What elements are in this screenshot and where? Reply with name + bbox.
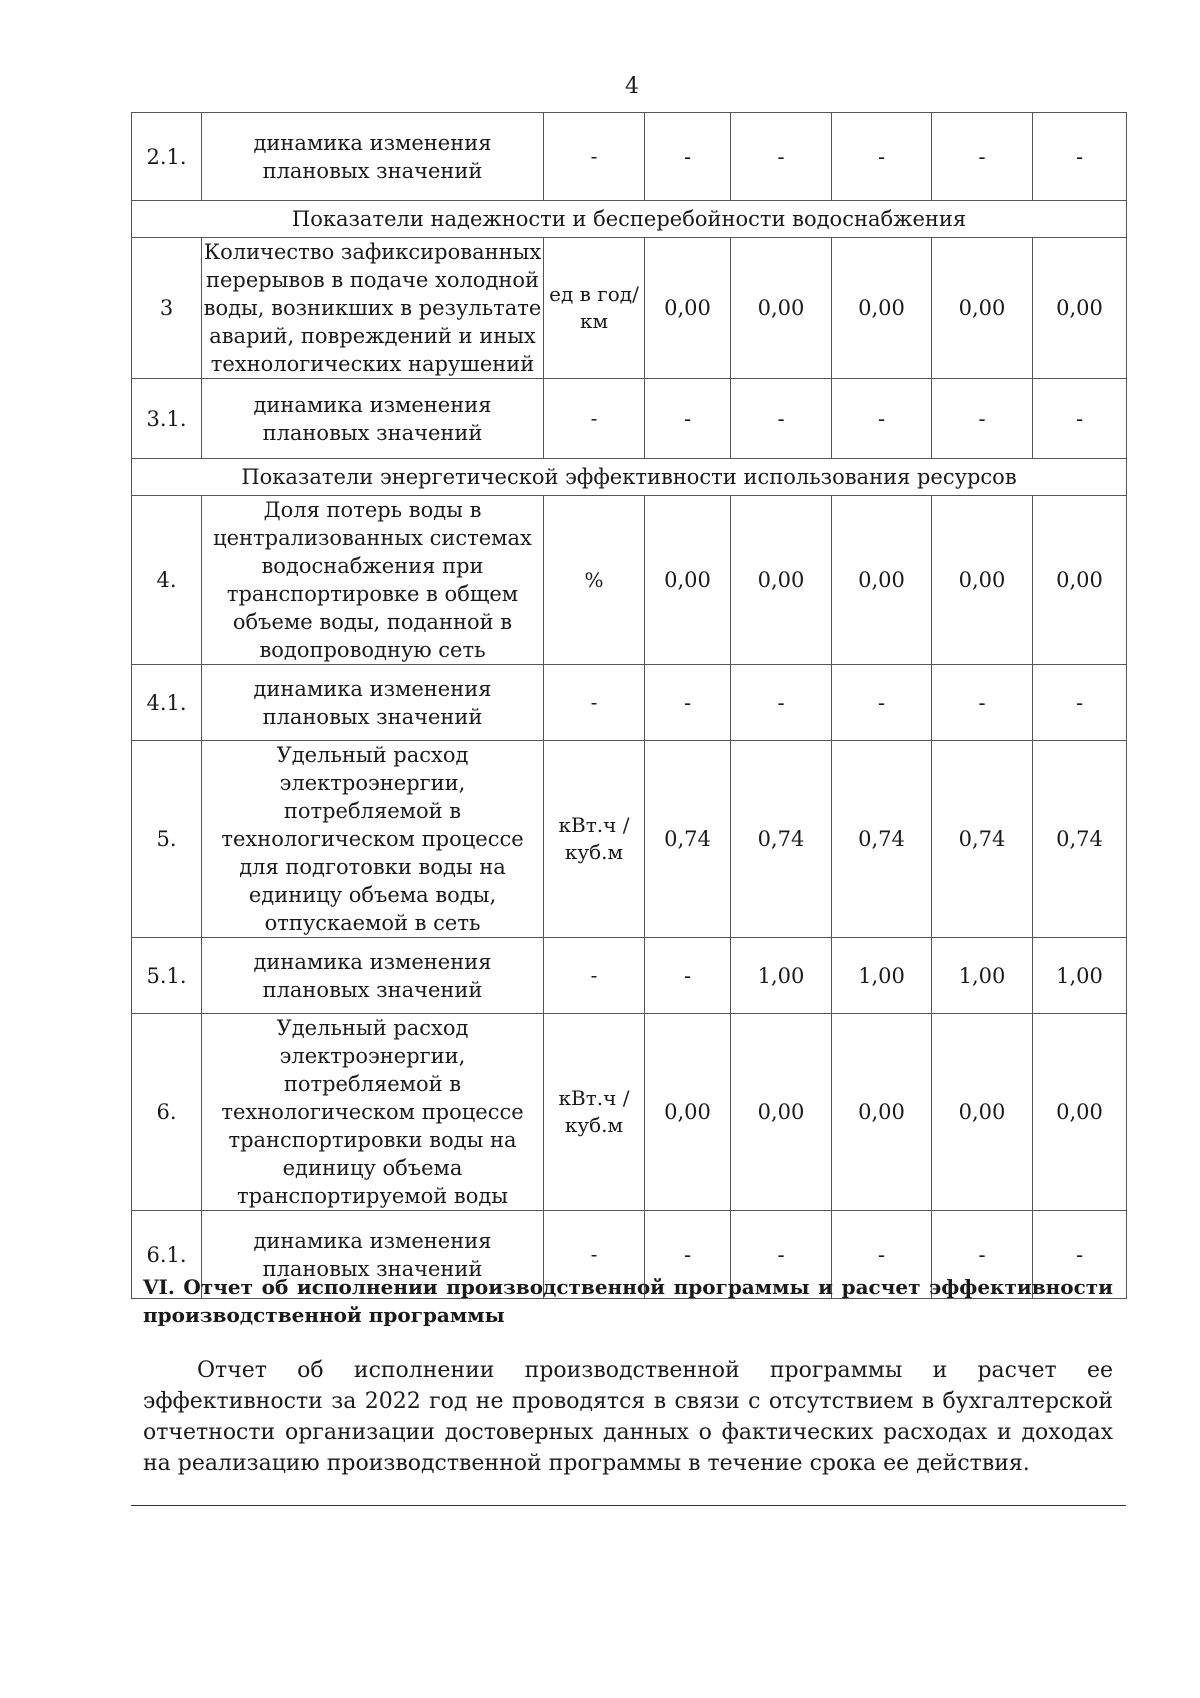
row-number: 3 [132, 238, 202, 379]
indicator-name: Удельный расход электроэнергии, потребляемой в технологическом процессе транспортировки воды на единицу объема транспортируемой воды [202, 1014, 544, 1211]
value-cell: 0,00 [832, 1014, 932, 1211]
value-cell: - [645, 379, 731, 459]
unit-cell: ед в год/ км [544, 238, 645, 379]
value-cell: - [645, 665, 731, 741]
row-number: 6. [132, 1014, 202, 1211]
value-cell: 1,00 [832, 938, 932, 1014]
value-cell: 1,00 [1033, 938, 1127, 1014]
page-number: 4 [625, 74, 639, 99]
value-cell: 0,00 [832, 496, 932, 665]
value-cell: - [1033, 1211, 1127, 1299]
row-number: 5.1. [132, 938, 202, 1014]
value-cell: 0,00 [731, 238, 832, 379]
section-title: Показатели энергетической эффективности использования ресурсов [132, 459, 1127, 496]
value-cell: 0,00 [645, 238, 731, 379]
value-cell: 1,00 [731, 938, 832, 1014]
section-row [132, 459, 1127, 496]
row-number: 3.1. [132, 379, 202, 459]
table-row [132, 1014, 1127, 1211]
value-cell: - [645, 938, 731, 1014]
row-number: 2.1. [132, 113, 202, 201]
value-cell: - [932, 665, 1033, 741]
section-heading [143, 1273, 1113, 1329]
value-cell: - [832, 379, 932, 459]
value-cell: - [645, 113, 731, 201]
unit-cell: кВт.ч / куб.м [544, 741, 645, 938]
indicator-name: динамика изменения плановых значений [202, 665, 544, 741]
value-cell: - [832, 113, 932, 201]
value-cell: 0,74 [932, 741, 1033, 938]
value-cell: - [932, 113, 1033, 201]
unit-cell: - [544, 379, 645, 459]
unit-cell: кВт.ч / куб.м [544, 1014, 645, 1211]
value-cell: 0,00 [645, 496, 731, 665]
unit-cell: - [544, 1211, 645, 1299]
indicator-name: Доля потерь воды в централизованных системах водоснабжения при транспортировке в общем объеме воды, поданной в водопроводную сеть [202, 496, 544, 665]
row-number: 5. [132, 741, 202, 938]
table-row [132, 379, 1127, 459]
value-cell: - [731, 379, 832, 459]
value-cell: - [932, 1211, 1033, 1299]
section-title: Показатели надежности и бесперебойности водоснабжения [132, 201, 1127, 238]
table-row [132, 938, 1127, 1014]
indicators-table [131, 112, 1127, 1299]
unit-cell: % [544, 496, 645, 665]
value-cell: 0,74 [645, 741, 731, 938]
unit-cell: - [544, 938, 645, 1014]
section-heading-line2: производственной программы [143, 1303, 505, 1327]
value-cell: - [832, 1211, 932, 1299]
value-cell: 0,00 [1033, 496, 1127, 665]
row-number: 4.1. [132, 665, 202, 741]
value-cell: 0,00 [1033, 238, 1127, 379]
value-cell: - [832, 665, 932, 741]
value-cell: 0,00 [932, 1014, 1033, 1211]
unit-cell: - [544, 113, 645, 201]
value-cell: - [1033, 113, 1127, 201]
value-cell: 1,00 [932, 938, 1033, 1014]
value-cell: 0,74 [1033, 741, 1127, 938]
value-cell: - [645, 1211, 731, 1299]
value-cell: 0,00 [645, 1014, 731, 1211]
value-cell: 0,00 [932, 238, 1033, 379]
row-number: 6.1. [132, 1211, 202, 1299]
indicator-name: Удельный расход электроэнергии, потребляемой в технологическом процессе для подготовки воды на единицу объема воды, отпускаемой в сеть [202, 741, 544, 938]
value-cell: - [731, 1211, 832, 1299]
unit-cell: - [544, 665, 645, 741]
value-cell: - [1033, 379, 1127, 459]
value-cell: 0,00 [731, 496, 832, 665]
section-heading-line1: VI. Отчет об исполнении производственной программы и расчет эффективности [143, 1275, 1113, 1299]
value-cell: - [731, 665, 832, 741]
table-row [132, 665, 1127, 741]
indicator-name: динамика изменения плановых значений [202, 379, 544, 459]
indicator-name: Количество зафиксированных перерывов в подаче холодной воды, возникших в результате аварий, повреждений и иных технологических нарушений [202, 238, 544, 379]
row-number: 4. [132, 496, 202, 665]
table-row [132, 496, 1127, 665]
value-cell: - [1033, 665, 1127, 741]
value-cell: 0,00 [1033, 1014, 1127, 1211]
table-body [132, 113, 1127, 1299]
value-cell: 0,00 [932, 496, 1033, 665]
section-paragraph: Отчет об исполнении производственной программы и расчет ее эффективности за 2022 год не проводятся в связи с отсутствием в бухгалтерской отчетности организации достоверных данных о фактических расходах и доходах на реализацию производственной программы в течение срока ее действия. [143, 1358, 1113, 1476]
value-cell: - [932, 379, 1033, 459]
section-row [132, 201, 1127, 238]
indicator-name: динамика изменения плановых значений [202, 1211, 544, 1299]
bottom-divider [131, 1505, 1126, 1506]
value-cell: 0,00 [832, 238, 932, 379]
value-cell: 0,00 [731, 1014, 832, 1211]
value-cell: - [731, 113, 832, 201]
table-row [132, 238, 1127, 379]
table-row [132, 741, 1127, 938]
value-cell: 0,74 [832, 741, 932, 938]
table-row [132, 113, 1127, 201]
indicator-name: динамика изменения плановых значений [202, 113, 544, 201]
indicator-name: динамика изменения плановых значений [202, 938, 544, 1014]
value-cell: 0,74 [731, 741, 832, 938]
